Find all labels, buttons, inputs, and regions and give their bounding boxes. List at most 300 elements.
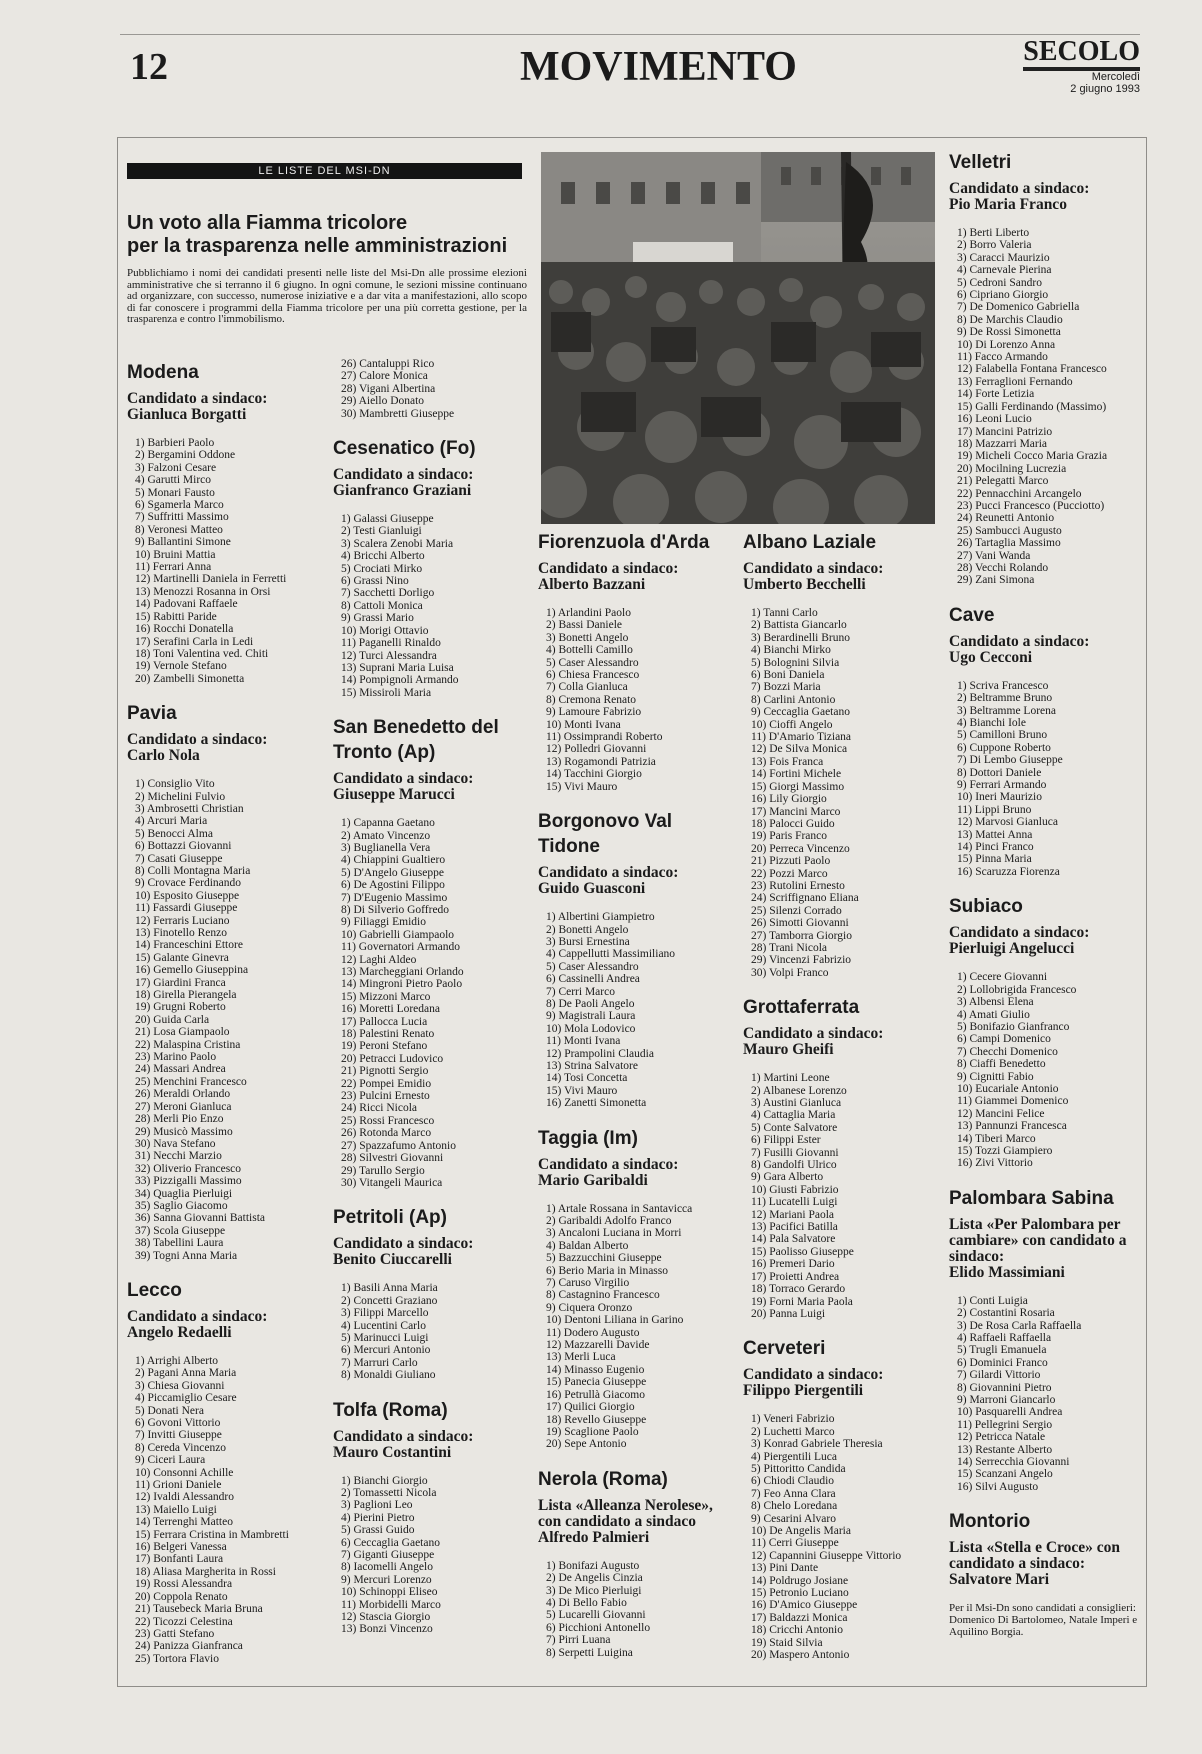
candidate-name: Alberto Bazzani: [538, 576, 646, 593]
candidate-label: Candidato a sindaco:: [743, 1025, 884, 1043]
list-item: 17) Baldazzi Monica: [751, 1611, 848, 1624]
candidate-label: Candidato a sindaco:: [333, 1235, 474, 1253]
list-item: 15) Pinna Maria: [957, 853, 1032, 866]
list-item: 10) Gabrielli Giampaolo: [341, 928, 455, 941]
list-item: 9) Cesarini Alvaro: [751, 1512, 836, 1525]
headline-line: per la trasparenza nelle amministrazioni: [127, 235, 508, 257]
list-item: 27) Calore Monica: [341, 370, 428, 383]
list-item: 7) Checchi Domenico: [957, 1045, 1058, 1058]
city-name: Nerola (Roma): [538, 1468, 668, 1490]
candidate-name: Salvatore Mari: [949, 1571, 1050, 1589]
list-item: 1) Tanni Carlo: [751, 607, 818, 619]
list-item: 11) Facco Armando: [957, 351, 1048, 364]
candidate-label: Candidato a sindaco:: [127, 390, 268, 407]
list-item: 15) Panecia Giuseppe: [546, 1376, 647, 1389]
list-item: 6) Chiesa Francesco: [546, 669, 640, 682]
article-headline: [127, 212, 527, 258]
list-item: 4) Bianchi Iole: [957, 717, 1026, 729]
list-item: 9) Lamoure Fabrizio: [546, 706, 642, 719]
candidate-label: Candidato a sindaco:: [333, 1427, 474, 1445]
list-item: 3) Berardinelli Bruno: [751, 631, 851, 644]
list-item: 6) De Agostini Filippo: [341, 879, 445, 892]
candidate-label: Candidato a sindaco:: [743, 560, 884, 577]
list-item: 1) Galassi Giuseppe: [341, 513, 434, 526]
candidate-label: Lista «Per Palombara per cambiare» con candidato a sindaco:: [949, 1215, 1127, 1265]
list-item: 3) Chiesa Giovanni: [135, 1379, 225, 1392]
list-item: 6) Boni Daniela: [751, 669, 825, 682]
list-item: 7) Gilardi Vittorio: [957, 1369, 1041, 1382]
list-item: 11) Cerri Giuseppe: [751, 1537, 839, 1550]
list-item: 1) Martini Leone: [751, 1072, 830, 1085]
list-item: 25) Tortora Flavio: [135, 1652, 219, 1665]
list-item: 4) Bricchi Alberto: [341, 550, 425, 563]
list-item: 5) Bonifazio Gianfranco: [957, 1020, 1070, 1033]
list-item: 4) Pierini Pietro: [341, 1511, 415, 1524]
issue-weekday: Mercoledì: [1091, 71, 1140, 83]
article-kicker: LE LISTE DEL MSI-DN: [127, 163, 522, 179]
list-item: 9) Ceccaglia Gaetano: [751, 706, 850, 719]
candidate-list: [949, 680, 1144, 879]
list-item: 3) Ambrosetti Christian: [135, 802, 244, 815]
list-block: [127, 360, 322, 685]
list-item: 27) Spazzafumo Antonio: [341, 1139, 456, 1152]
candidate-list: [949, 227, 1144, 587]
list-item: 6) Govoni Vittorio: [135, 1417, 221, 1429]
list-item: 4) Lucentini Carlo: [341, 1319, 426, 1332]
list-item: 5) Pittoritto Candida: [751, 1462, 846, 1475]
list-item: 9) Marroni Giancarlo: [957, 1394, 1056, 1407]
list-item: 13) Fois Franca: [751, 755, 824, 768]
candidate-name: Mauro Gheifi: [743, 1041, 834, 1059]
list-item: 2) Testi Gianluigi: [341, 525, 422, 538]
list-item: 29) Zani Simona: [957, 574, 1035, 587]
list-item: 31) Necchi Marzio: [135, 1150, 222, 1163]
list-item: 9) Crovace Ferdinando: [135, 877, 242, 890]
masthead: [120, 34, 1140, 94]
page-number: 12: [130, 46, 168, 88]
list-item: 17) Quilici Giorgio: [546, 1401, 635, 1414]
list-item: 28) Trani Nicola: [751, 941, 828, 954]
candidate-list: [538, 607, 733, 793]
list-item: 5) Conte Salvatore: [751, 1121, 838, 1134]
list-item: 9) Ciceri Laura: [135, 1454, 206, 1467]
list-item: 38) Tabellini Laura: [135, 1237, 224, 1250]
list-item: 3) De Rosa Carla Raffaella: [957, 1319, 1082, 1332]
list-item: 12) Laghi Aldeo: [341, 953, 417, 966]
candidate-list: [333, 1475, 528, 1636]
list-item: 14) Pala Salvatore: [751, 1233, 836, 1246]
list-item: 5) Bazzucchini Giuseppe: [546, 1252, 662, 1265]
candidate-list: [333, 817, 528, 1189]
list-item: 12) Mazzarelli Davide: [546, 1339, 650, 1352]
list-item: 15) Tozzi Giampiero: [957, 1144, 1053, 1157]
list-item: 20) Guida Carla: [135, 1013, 210, 1026]
list-item: 25) Sambucci Augusto: [957, 524, 1062, 537]
list-item: 1) Barbieri Paolo: [135, 437, 215, 449]
list-item: 2) Costantini Rosaria: [957, 1307, 1055, 1320]
column-2: [333, 358, 528, 1652]
list-item: 27) Tamborra Giorgio: [751, 929, 852, 942]
list-item: 2) Bassi Daniele: [546, 619, 623, 632]
list-item: 6) Picchioni Antonello: [546, 1621, 651, 1634]
list-item: 8) Gandolfi Ulrico: [751, 1159, 837, 1172]
list-item: 5) Bolognini Silvia: [751, 656, 840, 669]
list-item: 9) Mercuri Lorenzo: [341, 1573, 432, 1586]
list-block: [743, 530, 938, 979]
list-item: 6) Cuppone Roberto: [957, 741, 1051, 754]
list-item: 5) Caser Alessandro: [546, 656, 639, 669]
list-item: 32) Oliverio Francesco: [135, 1162, 242, 1175]
candidate-label: Candidato a sindaco:: [333, 770, 474, 788]
list-item: 35) Saglio Giacomo: [135, 1199, 228, 1212]
list-block: [127, 701, 322, 1262]
list-item: 30) Nava Stefano: [135, 1137, 216, 1150]
list-item: 14) Fortini Michele: [751, 768, 842, 781]
list-item: 11) Lucatelli Luigi: [751, 1196, 838, 1209]
list-item: 30) Volpi Franco: [751, 966, 829, 979]
list-item: 3) Falzoni Cesare: [135, 461, 217, 474]
list-item: 5) Benocci Alma: [135, 827, 213, 840]
list-item: 26) Cantaluppi Rico: [341, 358, 435, 370]
city-name: Tolfa (Roma): [333, 1399, 448, 1421]
city-name: San Benedetto del Tronto (Ap): [333, 717, 499, 764]
list-item: 15) Giorgi Massimo: [751, 780, 845, 793]
list-item: 2) Tomassetti Nicola: [341, 1486, 437, 1499]
list-item: 28) Vigani Albertina: [341, 382, 436, 395]
list-item: 23) Pucci Francesco (Pucciotto): [957, 499, 1105, 512]
list-item: 20) Coppola Renato: [135, 1590, 228, 1603]
list-item: 6) Filippi Ester: [751, 1134, 821, 1147]
list-item: 13) Pini Dante: [751, 1562, 819, 1575]
candidate-label: Candidato a sindaco:: [538, 864, 679, 882]
list-item: 18) Torraco Gerardo: [751, 1283, 846, 1296]
list-block: [538, 1126, 733, 1451]
list-item: 12) Martinelli Daniela in Ferretti: [135, 573, 287, 586]
list-item: 5) Lucarelli Giovanni: [546, 1609, 646, 1622]
city-name: Pavia: [127, 703, 177, 725]
list-item: 5) D'Angelo Giuseppe: [341, 866, 444, 879]
list-item: 20) Maspero Antonio: [751, 1649, 850, 1662]
list-item: 13) Rogamondi Patrizia: [546, 755, 656, 768]
list-item: 18) Aliasa Margherita in Rossi: [135, 1565, 276, 1578]
list-item: 4) Cattaglia Maria: [751, 1109, 836, 1122]
list-item: 7) Feo Anna Clara: [751, 1487, 836, 1500]
list-item: 6) Sgamerla Marco: [135, 499, 224, 512]
list-item: 17) Bonfanti Laura: [135, 1553, 224, 1566]
list-item: 7) Bozzi Maria: [751, 681, 821, 694]
list-item: 6) Campi Domenico: [957, 1033, 1051, 1046]
list-block: [333, 358, 528, 420]
list-item: 7) Invitti Giuseppe: [135, 1429, 222, 1442]
city-name: Borgonovo Val Tidone: [538, 811, 673, 858]
column-4: [743, 530, 938, 1677]
candidate-list: [127, 437, 322, 685]
candidate-name: Mauro Costantini: [333, 1443, 452, 1461]
list-item: 16) Silvi Augusto: [957, 1480, 1039, 1493]
city-name: Fiorenzuola d'Arda: [538, 532, 710, 553]
list-item: 12) Mariani Paola: [751, 1208, 835, 1221]
list-item: 8) Veronesi Matteo: [135, 523, 223, 536]
list-item: 8) Di Silverio Goffredo: [341, 903, 450, 916]
list-item: 20) Mocilning Lucrezia: [957, 462, 1067, 475]
list-item: 8) Cereda Vincenzo: [135, 1441, 227, 1454]
list-item: 10) Di Lorenzo Anna: [957, 338, 1056, 351]
list-item: 8) Giovannini Pietro: [957, 1381, 1052, 1394]
list-item: 15) Galli Ferdinando (Massimo): [957, 400, 1107, 413]
list-block: [743, 995, 938, 1320]
list-item: 3) Austini Gianluca: [751, 1097, 842, 1109]
list-item: 36) Sanna Giovanni Battista: [135, 1212, 265, 1225]
candidate-list: [127, 1355, 322, 1665]
list-item: 10) Giusti Fabrizio: [751, 1183, 839, 1196]
list-item: 19) Staid Silvia: [751, 1636, 823, 1649]
list-item: 22) Pozzi Marco: [751, 867, 828, 880]
list-item: 4) Chiappini Gualtiero: [341, 854, 446, 867]
candidate-list: [743, 1072, 938, 1320]
list-item: 17) Mancini Marco: [751, 805, 841, 818]
list-item: 11) Monti Ivana: [546, 1035, 621, 1048]
list-item: 3) Paglioni Leo: [341, 1499, 413, 1512]
list-item: 8) Iacomelli Angelo: [341, 1561, 433, 1574]
list-item: 3) Bursi Ernestina: [546, 935, 630, 948]
list-item: 2) Michelini Fulvio: [135, 790, 226, 803]
list-item: 11) Dodero Augusto: [546, 1326, 640, 1339]
list-item: 20) Petracci Ludovico: [341, 1052, 444, 1065]
list-item: 5) Monari Fausto: [135, 486, 215, 499]
list-item: 3) Buglianella Vera: [341, 841, 431, 854]
list-item: 5) Trugli Emanuela: [957, 1344, 1047, 1357]
list-item: 10) Cioffi Angelo: [751, 718, 833, 731]
list-item: 16) Lily Giorgio: [751, 793, 827, 806]
list-item: 14) Pompignoli Armando: [341, 674, 459, 687]
list-item: 11) Ossimprandi Roberto: [546, 731, 663, 744]
list-item: 10) Esposito Giuseppe: [135, 889, 240, 902]
list-item: 13) Finotello Renzo: [135, 927, 227, 939]
list-item: 7) De Domenico Gabriella: [957, 301, 1080, 314]
list-item: 14) Terrenghi Matteo: [135, 1516, 233, 1529]
headline-line: Un voto alla Fiamma tricolore: [127, 212, 408, 234]
candidate-name: Giuseppe Marucci: [333, 786, 455, 804]
list-item: 9) Gara Alberto: [751, 1171, 824, 1184]
candidate-name: Filippo Piergentili: [743, 1382, 864, 1400]
list-item: 10) Eucariale Antonio: [957, 1082, 1059, 1095]
list-item: 25) Silenzi Corrado: [751, 904, 842, 917]
candidate-name: Pio Maria Franco: [949, 196, 1067, 213]
list-item: 4) Garutti Mirco: [135, 474, 212, 487]
list-block: [538, 809, 733, 1110]
list-item: 8) De Paoli Angelo: [546, 997, 635, 1010]
city-name: Taggia (Im): [538, 1127, 638, 1149]
city-name: Cave: [949, 604, 995, 626]
list-item: 12) Petricca Natale: [957, 1431, 1046, 1444]
list-item: 10) Consonni Achille: [135, 1466, 234, 1479]
city-name: Grottaferrata: [743, 997, 860, 1019]
candidate-name: Gianluca Borgatti: [127, 406, 247, 423]
list-item: 29) Tarullo Sergio: [341, 1164, 425, 1177]
list-item: 26) Tartaglia Massimo: [957, 537, 1061, 550]
city-name: Modena: [127, 362, 199, 383]
list-item: 13) Marcheggiani Orlando: [341, 966, 464, 978]
list-item: 6) Bottazzi Giovanni: [135, 840, 232, 853]
candidate-label: Candidato a sindaco:: [333, 466, 474, 484]
candidate-list: [743, 1413, 938, 1661]
list-item: 5) Cedroni Sandro: [957, 276, 1042, 289]
city-name: Cesenatico (Fo): [333, 438, 476, 460]
list-item: 37) Scola Giuseppe: [135, 1224, 226, 1237]
crowd-photo: [541, 152, 935, 524]
list-item: 24) Ricci Nicola: [341, 1102, 418, 1115]
list-item: 14) Tacchini Giorgio: [546, 768, 642, 781]
list-item: 17) Mancini Patrizio: [957, 425, 1053, 438]
list-item: 8) Colli Montagna Maria: [135, 864, 251, 877]
list-item: 4) Arcuri Maria: [135, 815, 208, 828]
list-item: 1) Arrighi Alberto: [135, 1354, 219, 1367]
list-item: 16) Gemello Giuseppina: [135, 964, 249, 977]
list-item: 17) Giardini Franca: [135, 976, 226, 989]
list-item: 1) Cecere Giovanni: [957, 971, 1048, 984]
list-item: 3) Filippi Marcello: [341, 1307, 429, 1320]
list-item: 4) Bianchi Mirko: [751, 644, 831, 657]
list-item: 5) Caser Alessandro: [546, 960, 639, 973]
list-item: 23) Gatti Stefano: [135, 1627, 215, 1640]
candidate-label: Candidato a sindaco:: [538, 1155, 679, 1173]
list-block: [949, 1186, 1144, 1494]
section-title: MOVIMENTO: [520, 44, 797, 90]
list-item: 22) Pennacchini Arcangelo: [957, 487, 1082, 500]
city-name: Palombara Sabina: [949, 1187, 1114, 1209]
list-item: 16) Petrullà Giacomo: [546, 1388, 646, 1401]
candidate-list: [333, 1282, 528, 1381]
list-item: 5) Crociati Mirko: [341, 562, 423, 575]
list-item: 29) Vincenzi Fabrizio: [751, 954, 852, 967]
list-item: 17) Pallocca Lucia: [341, 1015, 428, 1028]
list-item: 6) Cassinelli Andrea: [546, 973, 640, 986]
list-item: 3) Konrad Gabriele Theresia: [751, 1438, 883, 1451]
list-item: 11) Grioni Daniele: [135, 1479, 222, 1492]
list-item: 18) Palocci Guido: [751, 817, 835, 830]
candidate-name: Ugo Cecconi: [949, 648, 1033, 666]
block-note: Per il Msi-Dn sono candidati a consiglieri: Domenico Di Bartolomeo, Natale Imperi e Aquilino Borgia.: [949, 1602, 1138, 1639]
list-item: 4) Cappellutti Massimiliano: [546, 948, 676, 961]
candidate-list: [538, 1203, 733, 1451]
list-item: 15) Vivi Mauro: [546, 1084, 618, 1097]
candidate-name: Elido Massimiani: [949, 1263, 1065, 1281]
list-item: 23) Pulcini Ernesto: [341, 1090, 430, 1103]
list-item: 24) Scriffignano Eliana: [751, 892, 859, 905]
candidate-list: [538, 1560, 733, 1659]
city-name: Subiaco: [949, 896, 1023, 918]
list-item: 11) Fassardi Giuseppe: [135, 902, 238, 915]
list-block: [333, 715, 528, 1189]
list-item: 11) Governatori Armando: [341, 941, 461, 954]
list-item: 1) Albertini Giampietro: [546, 911, 655, 924]
list-item: 15) Galante Ginevra: [135, 951, 229, 964]
list-item: 8) Chelo Loredana: [751, 1500, 838, 1513]
list-item: 25) Menchini Francesco: [135, 1075, 247, 1088]
list-item: 2) Amato Vincenzo: [341, 829, 431, 842]
list-item: 11) Ferrari Anna: [135, 561, 212, 574]
list-item: 7) Colla Gianluca: [546, 681, 628, 694]
candidate-label: Lista «Alleanza Nerolese», con candidato a sindaco Alfredo Palmieri: [538, 1496, 713, 1546]
list-item: 15) Missiroli Maria: [341, 686, 432, 699]
list-item: 3) Bonetti Angelo: [546, 631, 629, 644]
list-item: 16) Moretti Loredana: [341, 1003, 440, 1016]
list-item: 8) De Marchis Claudio: [957, 313, 1063, 326]
list-item: 29) Musicò Massimo: [135, 1125, 233, 1138]
list-item: 13) Bonzi Vincenzo: [341, 1623, 433, 1636]
list-item: 2) Beltramme Bruno: [957, 692, 1053, 705]
list-item: 19) Forni Maria Paola: [751, 1295, 853, 1308]
list-item: 13) Pannunzi Francesca: [957, 1120, 1067, 1133]
list-item: 4) Amati Giulio: [957, 1008, 1030, 1021]
list-item: 19) Rossi Alessandra: [135, 1578, 233, 1591]
list-item: 14) Franceschini Ettore: [135, 939, 243, 952]
list-item: 30) Mambretti Giuseppe: [341, 407, 455, 420]
list-item: 1) Bianchi Giorgio: [341, 1474, 428, 1487]
list-item: 12) De Silva Monica: [751, 743, 848, 756]
list-item: 14) Tosi Concetta: [546, 1072, 628, 1085]
candidate-list: [949, 1295, 1144, 1494]
list-item: 18) Revello Giuseppe: [546, 1413, 647, 1426]
list-item: 9) Filiaggi Emidio: [341, 916, 426, 929]
list-item: 16) Belgeri Vanessa: [135, 1541, 227, 1554]
list-item: 5) Donati Nera: [135, 1404, 204, 1417]
candidate-label: Candidato a sindaco:: [127, 1307, 268, 1325]
list-item: 10) Bruini Mattia: [135, 548, 216, 561]
list-item: 1) Berti Liberto: [957, 227, 1030, 239]
list-item: 1) Basili Anna Maria: [341, 1282, 438, 1295]
list-item: 34) Quaglia Pierluigi: [135, 1187, 233, 1200]
list-item: 7) Pirri Luana: [546, 1634, 611, 1647]
candidate-label: Candidato a sindaco:: [538, 560, 679, 577]
list-item: 8) Cremona Renato: [546, 693, 637, 706]
list-item: 16) Premeri Dario: [751, 1258, 835, 1271]
list-item: 3) Ancaloni Luciana in Morri: [546, 1227, 682, 1240]
list-item: 18) Palestini Renato: [341, 1028, 435, 1041]
list-item: 3) Beltramme Lorena: [957, 704, 1056, 717]
list-item: 28) Merli Pio Enzo: [135, 1113, 224, 1126]
list-item: 15) Rabitti Paride: [135, 610, 217, 623]
list-item: 10) Ineri Maurizio: [957, 791, 1042, 804]
candidate-name: Guido Guasconi: [538, 880, 646, 898]
list-item: 10) Pasquarelli Andrea: [957, 1406, 1063, 1419]
candidate-label: Candidato a sindaco:: [949, 924, 1090, 942]
city-name: Cerveteri: [743, 1338, 826, 1360]
list-item: 14) Tiberi Marco: [957, 1132, 1036, 1145]
list-block: [949, 603, 1144, 879]
list-item: 39) Togni Anna Maria: [135, 1249, 238, 1262]
list-item: 4) Piccamiglio Cesare: [135, 1392, 237, 1405]
list-item: 19) Peroni Stefano: [341, 1040, 428, 1053]
list-item: 10) De Angelis Maria: [751, 1524, 851, 1537]
list-item: 8) Monaldi Giuliano: [341, 1369, 436, 1382]
list-item: 13) Pacifici Batilla: [751, 1221, 838, 1234]
list-item: 22) Ticozzi Celestina: [135, 1615, 233, 1628]
list-item: 19) Scaglione Paolo: [546, 1425, 639, 1438]
list-item: 1) Bonifazi Augusto: [546, 1559, 640, 1572]
list-item: 14) Mingroni Pietro Paolo: [341, 978, 463, 991]
list-item: 12) Mancini Felice: [957, 1107, 1045, 1120]
list-block: [743, 1336, 938, 1661]
list-item: 13) Menozzi Rosanna in Orsi: [135, 585, 271, 598]
list-item: 4) Di Bello Fabio: [546, 1596, 627, 1609]
list-item: 16) Leoni Lucio: [957, 413, 1032, 426]
list-item: 9) Cignitti Fabio: [957, 1070, 1034, 1083]
list-item: 12) Ferraris Luciano: [135, 914, 230, 927]
issue-date: 2 giugno 1993: [1070, 83, 1140, 95]
list-item: 6) Mercuri Antonio: [341, 1344, 431, 1357]
list-item: 2) Luchetti Marco: [751, 1425, 835, 1438]
